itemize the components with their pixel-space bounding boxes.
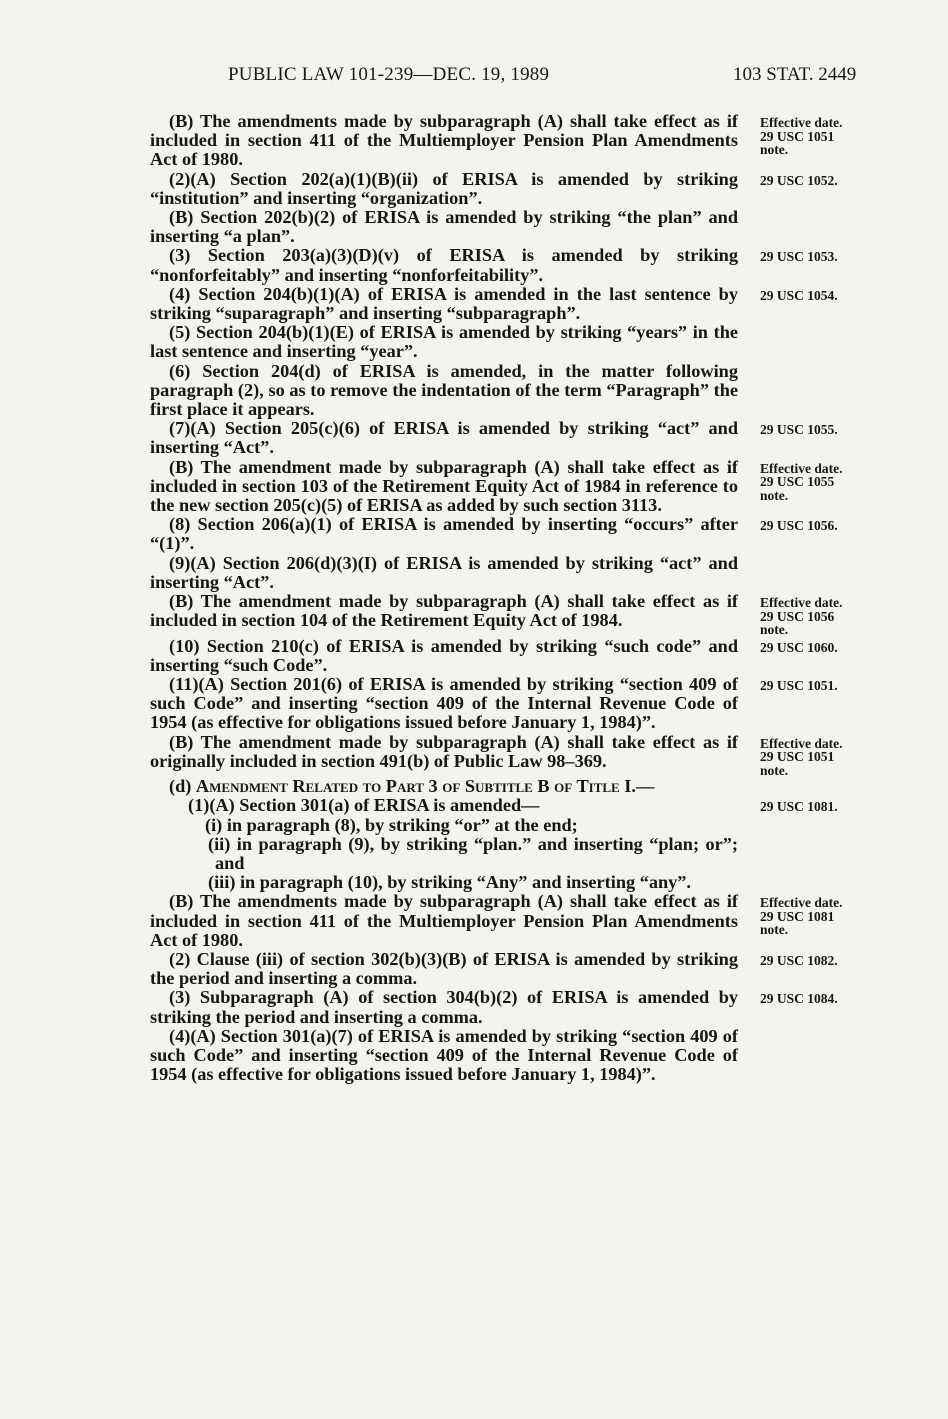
paragraph-text: (4) Section 204(b)(1)(A) of ERISA is amended in the last sentence by striking “suparagraph” and inserting “subparagraph”.: [150, 283, 738, 324]
running-header: [0, 64, 948, 90]
paragraph-text: (4)(A) Section 301(a)(7) of ERISA is amended by striking “section 409 of such Code” and inserting “section 409 of the Internal Revenue Code of 1954 (as effective for obligations issued before January 1, 1984)”.: [150, 1025, 738, 1085]
margin-note: [760, 170, 870, 188]
margin-note: [760, 950, 870, 968]
margin-note: [760, 515, 870, 533]
margin-note: [760, 112, 870, 157]
paragraph: [150, 1027, 890, 1085]
margin-note: [760, 246, 870, 264]
margin-note: [760, 419, 870, 437]
paragraph: [150, 675, 890, 733]
margin-note: [760, 208, 870, 212]
paragraph: [150, 637, 890, 675]
margin-note-line: Effective date.: [760, 115, 843, 130]
clause-text: (iii) in paragraph (10), by striking “Any” and inserting “any”.: [208, 872, 691, 893]
paragraph-text: (7)(A) Section 205(c)(6) of ERISA is amended by striking “act” and inserting “Act”.: [150, 418, 738, 458]
paragraph-text: (B) The amendment made by subparagraph (A) shall take effect as if included in section 103 of the Retirement Equity Act of 1984 in reference to the new section 205(c)(5) of ERISA as added by such section 3113.: [150, 456, 738, 516]
margin-note-line: 29 USC 1052.: [760, 172, 838, 188]
paragraph-text: (11)(A) Section 201(6) of ERISA is amended by striking “section 409 of such Code” and inserting “section 409 of the Internal Revenue Code of 1954 (as effective for obligations issued before January 1, 1984)”.: [150, 673, 738, 733]
subsection-heading-prefix: (d): [169, 776, 196, 797]
margin-note-line: note.: [760, 142, 789, 157]
margin-note-line: 29 USC 1084.: [760, 991, 838, 1007]
paragraph: [150, 362, 890, 420]
paragraph-text: (5) Section 204(b)(1)(E) of ERISA is amended by striking “years” in the last sentence and inserting “year”.: [150, 322, 738, 362]
margin-note-line: note.: [760, 622, 789, 638]
margin-note-line: note.: [760, 487, 789, 503]
margin-note: [760, 285, 870, 303]
margin-note: [760, 777, 870, 781]
paragraph-text: (2) Clause (iii) of section 302(b)(3)(B) of ERISA is amended by striking the period and inserting a comma.: [150, 948, 738, 989]
margin-note-line: note.: [760, 922, 789, 938]
margin-note-line: 29 USC 1082.: [760, 952, 838, 968]
margin-note: [760, 458, 870, 503]
paragraph-text: (6) Section 204(d) of ERISA is amended, in the matter following paragraph (2), so as to remove the indentation of the term “Paragraph” the first place it appears.: [150, 360, 738, 420]
subsection-heading-text: [150, 777, 738, 796]
paragraph: [150, 515, 890, 553]
paragraph-text: (9)(A) Section 206(d)(3)(I) of ERISA is amended by striking “act” and inserting “Act”.: [150, 552, 738, 592]
margin-note: [760, 637, 870, 655]
margin-note-line: Effective date.: [760, 460, 843, 476]
margin-note-line: 29 USC 1055.: [760, 422, 838, 438]
margin-note: [760, 362, 870, 366]
paragraph-text: (10) Section 210(c) of ERISA is amended by striking “such code” and inserting “such Code”.: [150, 635, 738, 675]
margin-note-line: Effective date.: [760, 895, 843, 911]
margin-note: [760, 554, 870, 558]
margin-note-line: Effective date.: [760, 735, 843, 751]
margin-note: [760, 892, 870, 937]
margin-note: [760, 816, 870, 820]
paragraph: [150, 733, 890, 778]
paragraph-text: (B) The amendment made by subparagraph (A) shall take effect as if included in section 104 of the Retirement Equity Act of 1984.: [150, 591, 738, 631]
margin-note-line: 29 USC 1056: [760, 608, 835, 624]
clause-text: (ii) in paragraph (9), by striking “plan.” and inserting “plan; or”; and: [208, 833, 738, 873]
paragraph: [150, 285, 890, 323]
paragraph: [150, 892, 890, 950]
paragraph: [150, 208, 890, 246]
margin-note: [760, 1027, 870, 1031]
paragraph: [150, 419, 890, 457]
paragraph: [150, 458, 890, 516]
margin-note-line: 29 USC 1053.: [760, 249, 838, 265]
margin-note-line: 29 USC 1051.: [760, 677, 838, 693]
paragraph: [150, 592, 890, 637]
margin-note: [760, 835, 870, 839]
margin-note-line: Effective date.: [760, 595, 843, 611]
paragraph-text: (B) The amendments made by subparagraph (A) shall take effect as if included in section 411 of the Multiemployer Pension Plan Amendments Act of 1980.: [150, 111, 738, 170]
paragraph: [150, 796, 890, 815]
margin-note-line: 29 USC 1054.: [760, 287, 838, 303]
margin-note: [760, 988, 870, 1006]
paragraph: [150, 988, 890, 1026]
margin-note: [760, 323, 870, 327]
margin-note: [760, 796, 870, 814]
margin-note: [760, 592, 870, 637]
header-law-title: PUBLIC LAW 101-239—DEC. 19, 1989: [228, 64, 550, 85]
document-body: [150, 112, 890, 1084]
paragraph: [150, 950, 890, 988]
paragraph: [150, 323, 890, 361]
paragraph-text: (B) The amendments made by subparagraph (A) shall take effect as if included in section 411 of the Multiemployer Pension Plan Amendments Act of 1980.: [150, 891, 738, 950]
margin-note-line: 29 USC 1081: [760, 908, 835, 924]
margin-note-line: 29 USC 1051: [760, 749, 835, 765]
paragraph: [150, 170, 890, 208]
paragraph-text: (B) Section 202(b)(2) of ERISA is amended by striking “the plan” and inserting “a plan”.: [150, 207, 738, 247]
margin-note-line: 29 USC 1056.: [760, 518, 838, 534]
paragraph: [150, 246, 890, 284]
margin-note: [760, 733, 870, 778]
header-page-cite: 103 STAT. 2449: [733, 64, 857, 85]
paragraph-text: (1)(A) Section 301(a) of ERISA is amended—: [188, 795, 540, 816]
clause-text: (i) in paragraph (8), by striking “or” at the end;: [205, 814, 578, 835]
margin-note-line: note.: [760, 762, 789, 778]
subsection-heading: [150, 777, 890, 796]
margin-note-line: 29 USC 1081.: [760, 799, 838, 815]
subsection-heading-suffix: I.—: [619, 776, 655, 797]
paragraph-text: (8) Section 206(a)(1) of ERISA is amended by inserting “occurs” after “(1)”.: [150, 514, 738, 554]
margin-note-line: 29 USC 1060.: [760, 639, 838, 655]
paragraph-text: (B) The amendment made by subparagraph (A) shall take effect as if originally included in section 491(b) of Public Law 98–369.: [150, 731, 738, 771]
paragraph-text: (3) Section 203(a)(3)(D)(v) of ERISA is amended by striking “nonforfeitably” and inserting “nonforfeitability”.: [150, 245, 738, 285]
clause: [150, 873, 890, 892]
clause: [150, 835, 890, 873]
clause: [150, 816, 890, 835]
paragraph: [150, 112, 890, 170]
margin-note: [760, 873, 870, 877]
paragraph-text: (2)(A) Section 202(a)(1)(B)(ii) of ERISA is amended by striking “institution” and inserting “organization”.: [150, 168, 738, 208]
margin-note-line: 29 USC 1051: [760, 128, 835, 144]
subsection-heading-title: Amendment Related to Part 3 of Subtitle B of Title: [195, 776, 620, 797]
paragraph-text: (3) Subparagraph (A) of section 304(b)(2) of ERISA is amended by striking the period and inserting a comma.: [150, 987, 738, 1027]
margin-note: [760, 675, 870, 693]
margin-note-line: 29 USC 1055: [760, 474, 835, 490]
paragraph: [150, 554, 890, 592]
